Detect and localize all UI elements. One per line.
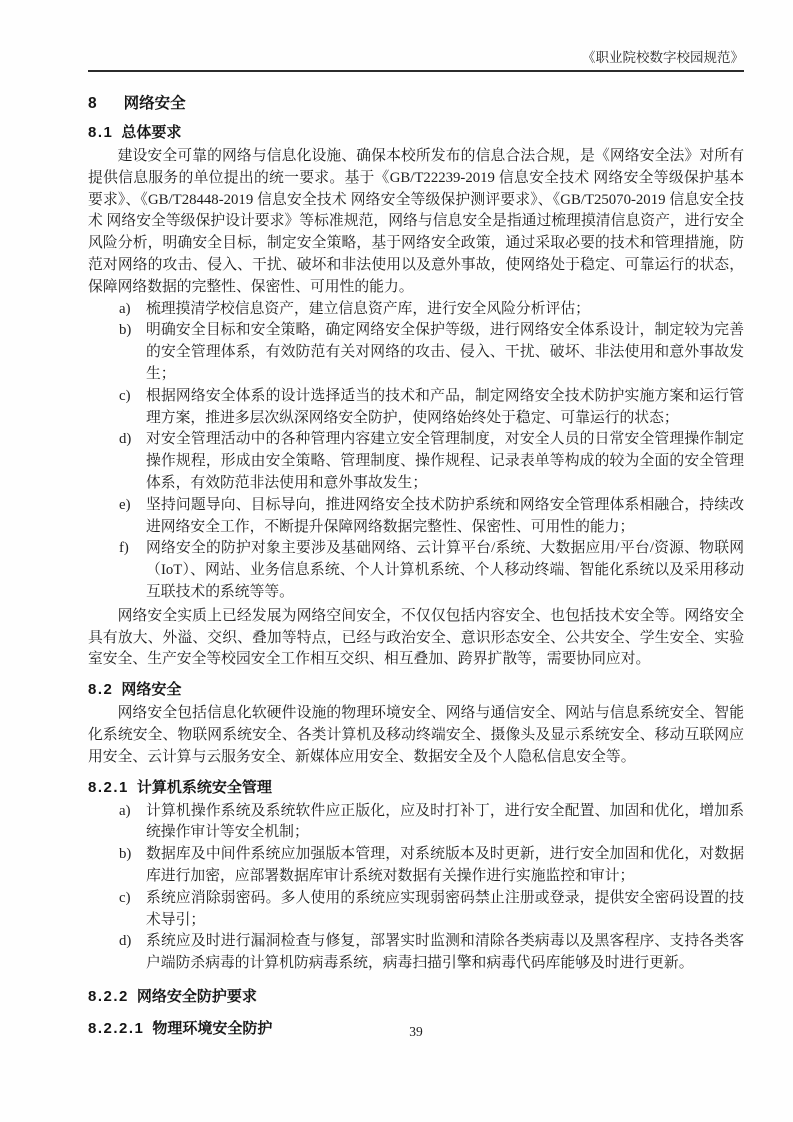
section-number-8-2: 8.2	[88, 681, 114, 699]
header-booklet-title: 《职业院校数字校园规范》	[582, 50, 744, 65]
section-number-8-2-2: 8.2.2	[88, 987, 129, 1005]
list-marker: c)	[119, 889, 131, 906]
section-title-8-2-2-1: 物理环境安全防护	[152, 1019, 273, 1037]
section-heading-8-2-1	[88, 778, 744, 798]
closing-paragraph-8-1: 网络安全实质上已经发展为网络空间安全，不仅仅包括内容安全、也包括技术安全等。网络安全具有放大、外溢、交织、叠加等特点，已经与政治安全、意识形态安全、公共安全、学生安全、实验室安全、生产安全等校园安全工作相互交织、相互叠加、跨界扩散等，需要协同应对。	[88, 607, 744, 668]
section-number-8-2-2-1: 8.2.2.1	[88, 1019, 145, 1037]
list-item	[119, 299, 744, 321]
list-item-text: 明确安全目标和安全策略，确定网络安全保护等级，进行网络安全体系设计，制定较为完善的安全管理体系，有效防范有关对网络的攻击、侵入、干扰、破坏、非法使用和意外事故发生；	[146, 322, 744, 382]
chapter-heading	[88, 94, 744, 114]
list-item-text: 坚持问题导向、目标导向，推进网络安全技术防护系统和网络安全管理体系相融合，持续改进网络安全工作，不断提升保障网络数据完整性、保密性、可用性的能力；	[146, 496, 744, 535]
section-title-8-2-2: 网络安全防护要求	[136, 987, 257, 1005]
section-title-8-1: 总体要求	[121, 124, 182, 141]
section-heading-8-1	[88, 123, 744, 143]
section-heading-8-2	[88, 680, 744, 700]
page-content	[88, 84, 744, 1042]
intro-paragraph-8-2: 网络安全包括信息化软硬件设施的物理环境安全、网络与通信安全、网站与信息系统安全、智能化系统安全、物联网系统安全、各类计算机及移动终端安全、摄像头及显示系统安全、移动互联网应用安全、云计算与云服务安全、新媒体应用安全、数据安全及个人隐私信息安全等。	[88, 705, 744, 765]
list-item-text: 系统应及时进行漏洞检查与修复，部署实时监测和清除各类病毒以及黑客程序、支持各类客户端防杀病毒的计算机防病毒系统，病毒扫描引擎和病毒代码库能够及时进行更新。	[146, 933, 744, 972]
list-item	[119, 429, 744, 494]
list-item	[119, 844, 744, 888]
chapter-number: 8	[88, 95, 98, 112]
list-marker: b)	[119, 322, 132, 339]
list-item-text: 计算机操作系统及系统软件应正版化，应及时打补丁，进行安全配置、加固和优化，增加系统操作审计等安全机制；	[146, 802, 744, 841]
list-marker: d)	[119, 431, 132, 448]
list-marker: c)	[119, 387, 131, 404]
list-item-text: 梳理摸清学校信息资产，建立信息资产库，进行安全风险分析评估；	[146, 300, 590, 317]
list-item	[119, 888, 744, 932]
section-title-8-2: 网络安全	[121, 681, 182, 699]
list-marker: a)	[119, 802, 131, 819]
list-marker: a)	[119, 300, 131, 317]
list-marker: f)	[119, 540, 129, 557]
list-marker: b)	[119, 846, 132, 863]
chapter-title: 网络安全	[123, 95, 186, 112]
list-item	[119, 320, 744, 385]
list-item	[119, 495, 744, 539]
list-item-text: 系统应消除弱密码。多人使用的系统应实现弱密码禁止注册或登录，提供安全密码设置的技术导引；	[146, 889, 744, 928]
list-marker: d)	[119, 933, 132, 950]
page-number: 39	[409, 1024, 423, 1039]
page-footer	[88, 1024, 744, 1040]
list-item	[119, 386, 744, 430]
list-item-text: 网络安全的防护对象主要涉及基础网络、云计算平台/系统、大数据应用/平台/资源、物联网（IoT）、网站、业务信息系统、个人计算机系统、个人移动终端、智能化系统以及采用移动互联技术的系统等等。	[146, 540, 744, 600]
list-item-text: 对安全管理活动中的各种管理内容建立安全管理制度，对安全人员的日常安全管理操作制定操作规程，形成由安全策略、管理制度、操作规程、记录表单等构成的较为全面的安全管理体系，有效防范非法使用和意外事故发生；	[146, 431, 744, 491]
section-title-8-2-1: 计算机系统安全管理	[136, 778, 272, 796]
requirement-list-8-2-1	[88, 801, 744, 975]
requirement-list-8-1	[88, 299, 744, 604]
intro-paragraph-8-1: 建设安全可靠的网络与信息化设施、确保本校所发布的信息合法合规，是《网络安全法》对所有提供信息服务的单位提出的统一要求。基于《GB/T22239-2019 信息安全技术 网络安全等级保护基本要求》、《GB/T28448-2019 信息安全技术 网络安全等级保护测评要求》、《GB/T25070-2019 信息安全技术 网络安全等级保护设计要求》等标准规范，网络与信息安全是指通过梳理摸清信息资产，进行安全风险分析，明确安全目标，制定安全策略，基于网络安全政策，通过采取必要的技术和管理措施，防范对网络的攻击、侵入、干扰、破坏和非法使用以及意外事故，使网络处于稳定、可靠运行的状态，保障网络数据的完整性、保密性、可用性的能力。	[88, 148, 744, 295]
page-header	[88, 50, 744, 72]
section-number-8-1: 8.1	[88, 124, 114, 141]
list-item-text: 根据网络安全体系的设计选择适当的技术和产品，制定网络安全技术防护实施方案和运行管理方案，推进多层次纵深网络安全防护，使网络始终处于稳定、可靠运行的状态；	[146, 387, 744, 426]
list-item	[119, 538, 744, 603]
section-heading-8-2-2	[88, 987, 744, 1007]
list-item-text: 数据库及中间件系统应加强版本管理，对系统版本及时更新，进行安全加固和优化，对数据库进行加密，应部署数据库审计系统对数据有关操作进行实施监控和审计；	[146, 846, 744, 884]
list-item	[119, 931, 744, 975]
list-item	[119, 801, 744, 845]
list-marker: e)	[119, 496, 131, 513]
section-number-8-2-1: 8.2.1	[88, 778, 129, 796]
